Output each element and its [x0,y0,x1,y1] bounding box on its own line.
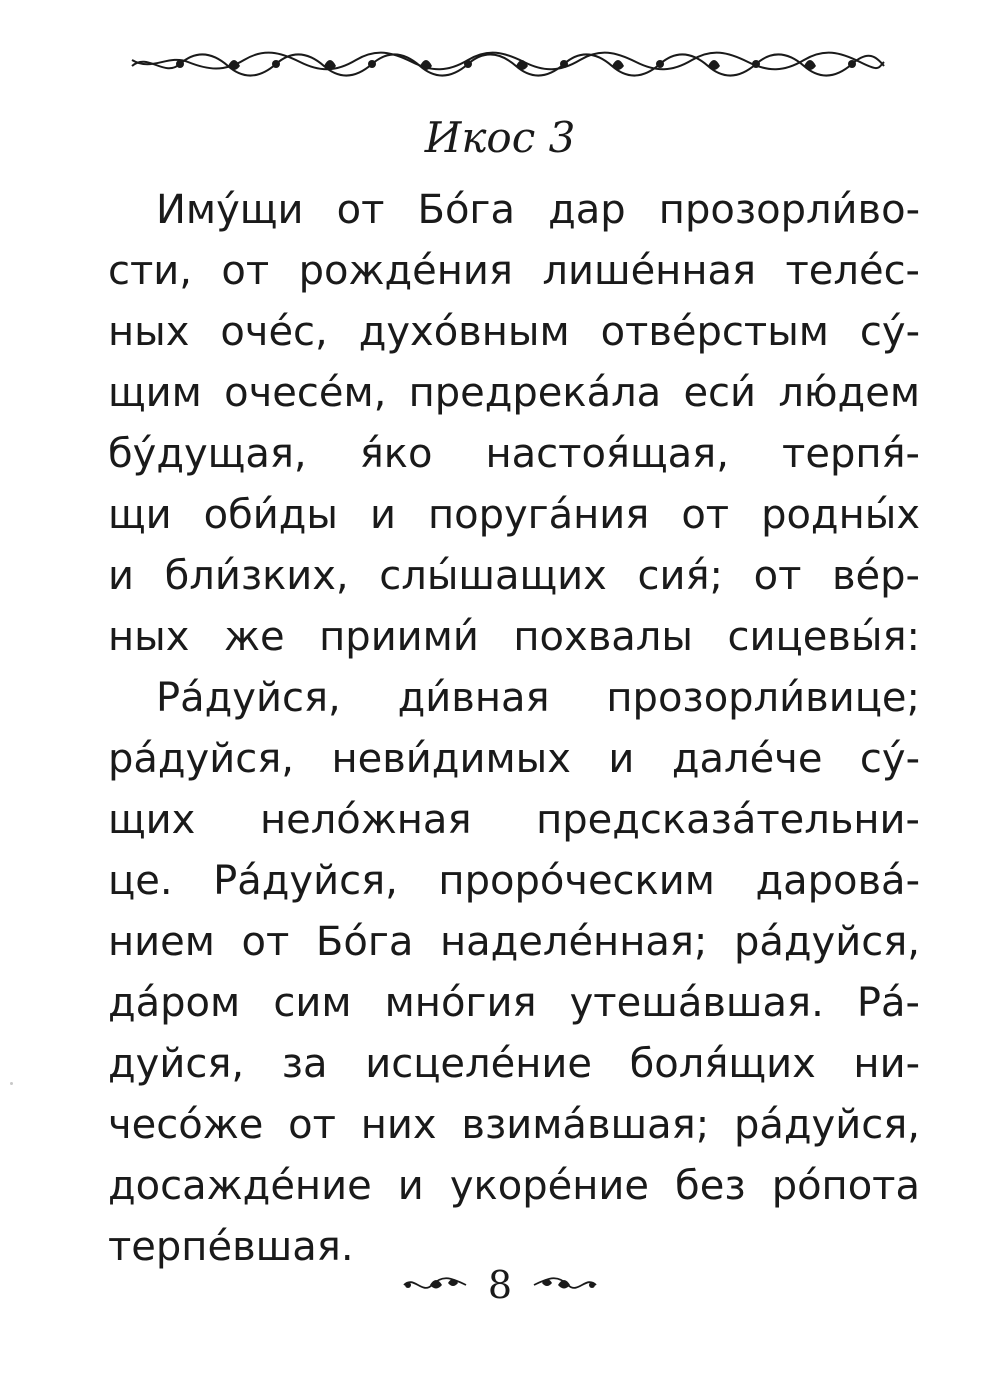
text-line: нием от Бо́га наделе́нная; ра́дуйся, [108,919,920,965]
text-line: и бли́зких, слы́шащих сия́; от ве́р- [108,553,920,599]
text-line: досажде́ние и укоре́ние без ро́пота [108,1163,920,1209]
text-line: терпе́вшая. [108,1224,354,1270]
page-number: 8 [487,1263,513,1307]
text-line: чесо́же от них взима́вшая; ра́дуйся, [108,1102,920,1148]
text-line: Ра́дуйся, ди́вная прозорли́вице; [156,675,920,721]
ornamental-border-icon [128,46,888,82]
text-line: бу́дущая, я́ко настоя́щая, терпя́- [108,431,920,477]
text-line: ных же приими́ похвалы сицевы́я: [108,614,920,660]
page-footer [0,1262,1000,1308]
prayer-text [108,180,920,1278]
text-line: ра́дуйся, неви́димых и дале́че су́- [108,736,920,782]
text-line: щим очесе́м, предрека́ла еси́ лю́дем [108,370,920,416]
leaf-flourish-icon [400,1273,470,1297]
text-line: ных оче́с, духо́вным отве́рстым су́- [108,309,920,355]
text-line: да́ром сим мно́гия утеша́вшая. Ра́- [108,980,920,1026]
page-title: Икос 3 [424,113,576,162]
text-line: це. Ра́дуйся, проро́ческим дарова́- [108,858,920,904]
stray-mark [10,1082,13,1085]
leaf-flourish-icon [530,1273,600,1297]
text-line: дуйся, за исцеле́ние боля́щих ни- [108,1041,920,1087]
text-line: щих нело́жная предсказа́тельни- [108,797,920,843]
text-line: сти, от рожде́ния лише́нная теле́с- [108,248,920,294]
text-line: Иму́щи от Бо́га дар прозорли́во- [156,187,920,233]
text-line: щи оби́ды и поруга́ния от родны́х [108,492,920,538]
